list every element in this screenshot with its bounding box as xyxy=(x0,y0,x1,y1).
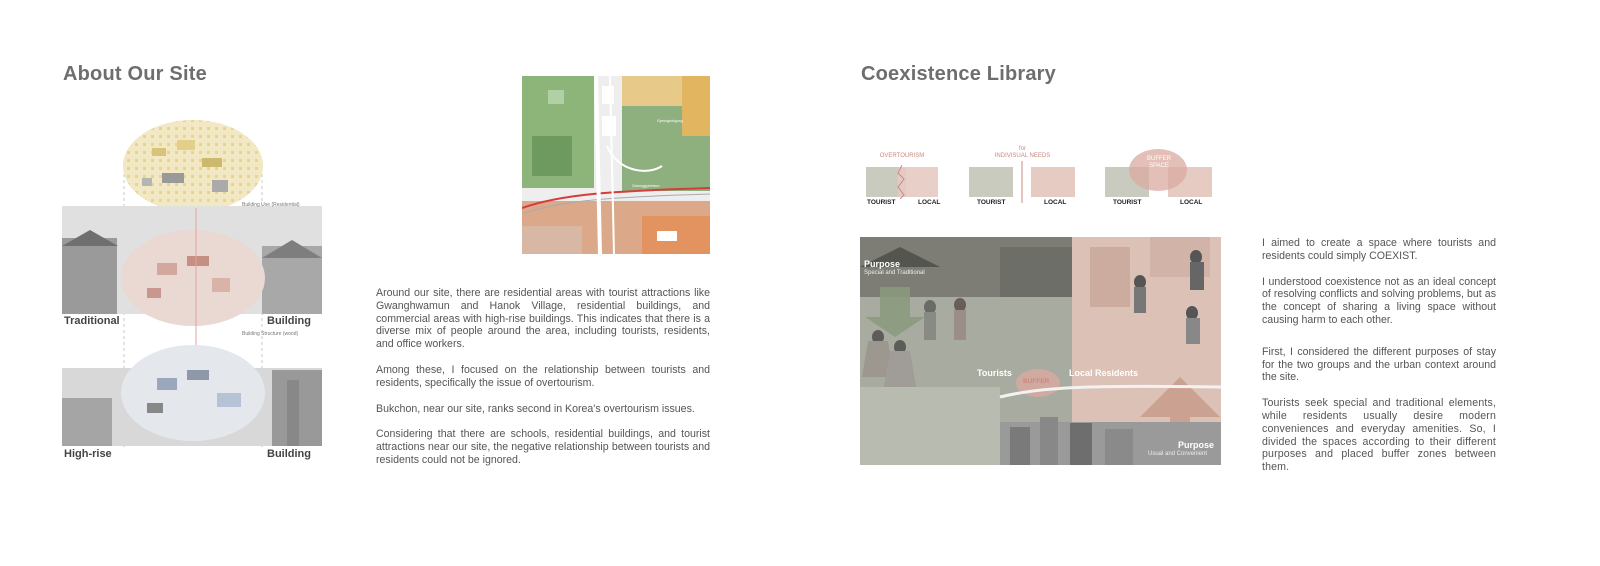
right-paragraph-3: First, I considered the different purposes of stay for the two groups and the urban context around the site. xyxy=(1262,345,1496,384)
left-paragraph-4: Considering that there are schools, residential buildings, and tourist attractions near our site, the negative relationship between tourists and residents could not be ignored. xyxy=(376,428,710,466)
left-paragraph-2: Among these, I focused on the relationship between tourists and residents, specifically the issue of overtourism. xyxy=(376,363,710,389)
purpose-2-sub: Usual and Convenient xyxy=(1148,451,1208,457)
purpose-1-sub: Special and Traditional xyxy=(864,270,925,276)
d2-local-label: LOCAL xyxy=(1044,199,1067,206)
map-label-a: Cheonggyecheon xyxy=(632,184,660,188)
d1-local-label: LOCAL xyxy=(918,199,941,206)
purpose-2-label: Purpose xyxy=(1178,440,1215,450)
d3-buffer-label: BUFFER xyxy=(1147,156,1171,162)
right-paragraph-4: Tourists seek special and traditional elements, while residents usually desire modern conveniences and everyday amenities. So, I divided the spaces according to their different purposes and placed buffer zones between them. xyxy=(1262,397,1496,474)
buffer-label: BUFFER xyxy=(1023,378,1050,385)
local-residents-label: Local Residents xyxy=(1069,368,1139,378)
tourists-label: Tourists xyxy=(977,368,1012,378)
site-map xyxy=(522,76,710,254)
building-label-2: Building xyxy=(267,448,311,460)
left-paragraph-3: Bukchon, near our site, ranks second in Korea's overtourism issues. xyxy=(376,402,695,415)
d2-needs-label: INDIVISUAL NEEDS xyxy=(994,153,1051,159)
right-paragraph-1: I aimed to create a space where tourists and residents could simply COEXIST. xyxy=(1262,237,1496,262)
map-label-b: Gyeongbokgung xyxy=(657,119,683,123)
left-paragraph-1: Around our site, there are residential areas with tourist attractions like Gwanghwamun and Hanok Village, residential buildings, and commercial areas with high-rise buildings. This indicates that there is a diverse mix of people around the area, including tourists, residents, and office workers. xyxy=(376,287,710,351)
buffer-space-diagram xyxy=(1104,146,1214,201)
d3-local-label: LOCAL xyxy=(1180,199,1203,206)
right-paragraph-2: I understood coexistence not as an ideal concept of resolving conflicts and solving problems, but as the concept of sharing a living space without causing harm to each other. xyxy=(1262,275,1496,326)
d3-space-label: SPACE xyxy=(1149,163,1169,169)
traditional-label: Traditional xyxy=(64,315,120,327)
right-text-block xyxy=(1262,237,1496,487)
individual-needs-diagram xyxy=(969,161,1077,203)
d2-for-label: for xyxy=(1018,146,1026,152)
building-structure-label: Building Structure (wood) xyxy=(242,331,299,337)
d3-tourist-label: TOURIST xyxy=(1113,199,1142,206)
high-rise-label: High-rise xyxy=(64,448,112,460)
left-text-block xyxy=(376,287,710,480)
building-label-1: Building xyxy=(267,315,311,327)
purpose-1-label: Purpose xyxy=(864,259,901,269)
right-title: Coexistence Library xyxy=(861,63,1056,85)
left-title: About Our Site xyxy=(63,63,207,85)
overtourism-diagram xyxy=(866,165,942,199)
d1-tourist-label: TOURIST xyxy=(867,199,896,206)
building-use-label: Building Use (Residential) xyxy=(242,202,300,208)
d1-overtourism-label: OVERTOURISM xyxy=(879,153,925,159)
site-layers-diagram xyxy=(62,118,322,458)
d2-tourist-label: TOURIST xyxy=(977,199,1006,206)
